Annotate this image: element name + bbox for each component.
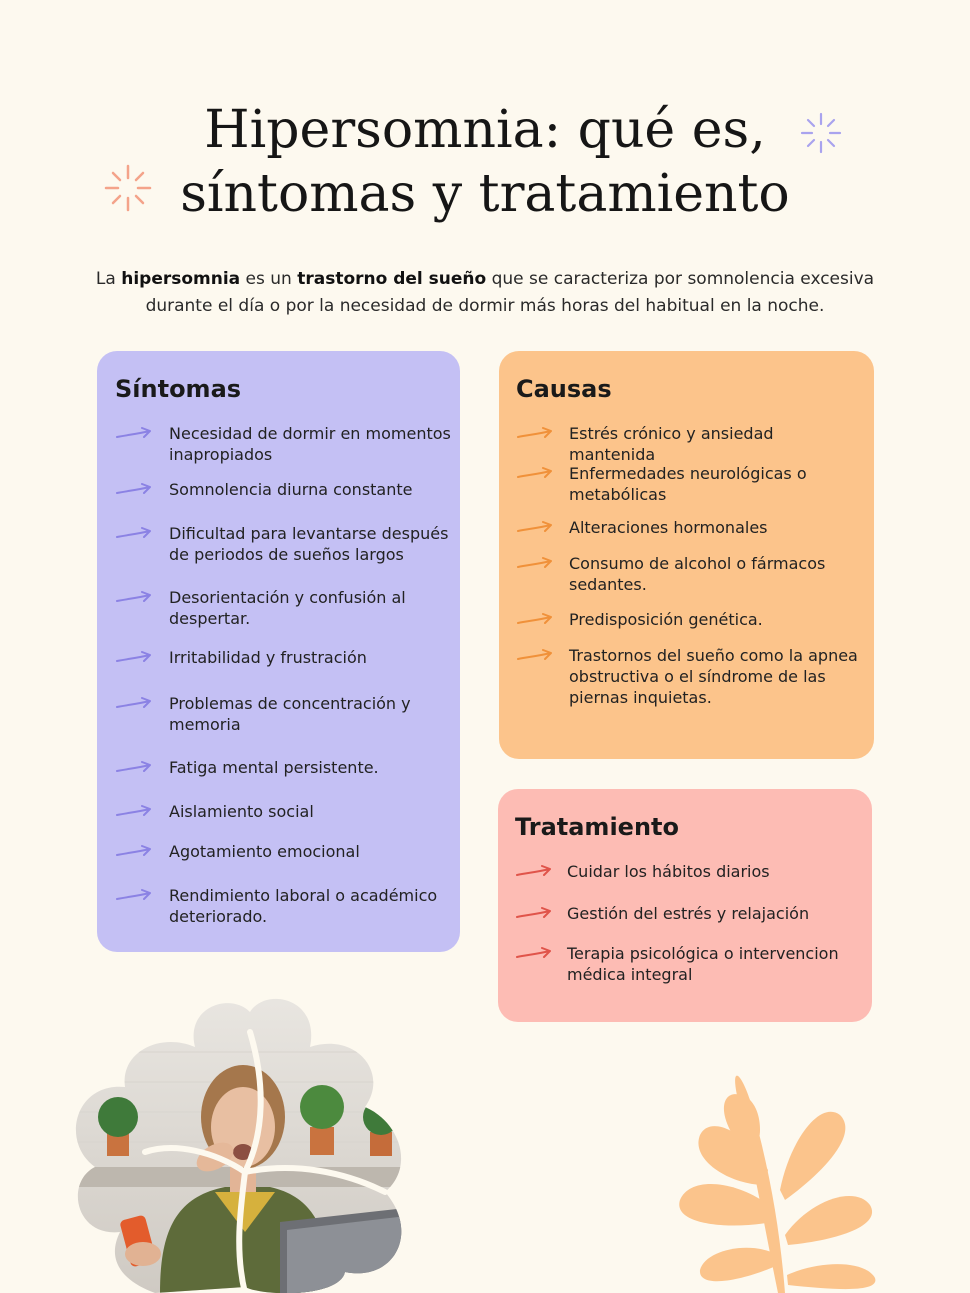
page-title bbox=[0, 98, 970, 226]
intro-text-3: que se caracteriza por somnolencia excesiva durante el día o por la necesidad de dormir más horas del habitual en la noche. bbox=[145, 269, 875, 316]
arrow-icon bbox=[515, 947, 553, 961]
sintomas-item: Problemas de concentración y memoria bbox=[169, 694, 411, 734]
sintomas-item: Dificultad para levantarse después de periodos de sueños largos bbox=[169, 524, 449, 564]
arrow-icon bbox=[515, 865, 553, 879]
intro-text-1: La bbox=[95, 269, 122, 289]
sintomas-item: Desorientación y confusión al despertar. bbox=[169, 588, 406, 628]
intro-bold-hipersomnia: hipersomnia bbox=[121, 269, 241, 289]
arrow-icon bbox=[115, 427, 153, 441]
arrow-icon bbox=[516, 557, 554, 571]
intro-bold-trastorno: trastorno del sueño bbox=[297, 269, 487, 289]
arrow-icon bbox=[516, 427, 554, 441]
intro-paragraph bbox=[70, 266, 900, 320]
intro-text-2: es un bbox=[240, 269, 298, 289]
arrow-icon bbox=[115, 591, 153, 605]
sintomas-item: Aislamiento social bbox=[169, 802, 314, 821]
causas-item: Enfermedades neurológicas o metabólicas bbox=[569, 464, 807, 504]
arrow-icon bbox=[515, 907, 553, 921]
arrow-icon bbox=[115, 805, 153, 819]
sintomas-item: Fatiga mental persistente. bbox=[169, 758, 379, 777]
tratamiento-title: Tratamiento bbox=[515, 813, 679, 841]
causas-item: Consumo de alcohol o fármacos sedantes. bbox=[569, 554, 826, 594]
sintomas-item: Agotamiento emocional bbox=[169, 842, 360, 861]
tratamiento-item: Gestión del estrés y relajación bbox=[567, 904, 810, 923]
woman-yawning-photo bbox=[65, 992, 425, 1293]
arrow-icon bbox=[516, 467, 554, 481]
arrow-icon bbox=[516, 521, 554, 535]
arrow-icon bbox=[115, 761, 153, 775]
plant-leaves-decoration bbox=[660, 1060, 890, 1293]
causas-card bbox=[499, 351, 874, 759]
causas-item: Predisposición genética. bbox=[569, 610, 763, 629]
sintomas-item: Necesidad de dormir en momentos inapropiados bbox=[169, 424, 451, 464]
arrow-icon bbox=[115, 845, 153, 859]
sintomas-card bbox=[97, 351, 460, 952]
arrow-icon bbox=[115, 483, 153, 497]
arrow-icon bbox=[115, 889, 153, 903]
arrow-icon bbox=[115, 651, 153, 665]
causas-item: Estrés crónico y ansiedad mantenida bbox=[569, 424, 774, 464]
sintomas-item: Somnolencia diurna constante bbox=[169, 480, 413, 499]
arrow-icon bbox=[115, 697, 153, 711]
tratamiento-item: Cuidar los hábitos diarios bbox=[567, 862, 770, 881]
arrow-icon bbox=[516, 649, 554, 663]
page-title-line2: síntomas y tratamiento bbox=[180, 164, 790, 224]
tratamiento-item: Terapia psicológica o intervencion médica integral bbox=[567, 944, 839, 984]
sintomas-item: Irritabilidad y frustración bbox=[169, 648, 367, 667]
sintomas-item: Rendimiento laboral o académico deteriorado. bbox=[169, 886, 438, 926]
page-title-line1: Hipersomnia: qué es, bbox=[204, 100, 766, 160]
causas-title: Causas bbox=[516, 375, 612, 403]
arrow-icon bbox=[115, 527, 153, 541]
sintomas-title: Síntomas bbox=[115, 375, 242, 403]
tratamiento-card bbox=[498, 789, 872, 1022]
causas-item: Alteraciones hormonales bbox=[569, 518, 768, 537]
arrow-icon bbox=[516, 613, 554, 627]
causas-item: Trastornos del sueño como la apnea obstructiva o el síndrome de las piernas inquietas. bbox=[569, 646, 858, 707]
